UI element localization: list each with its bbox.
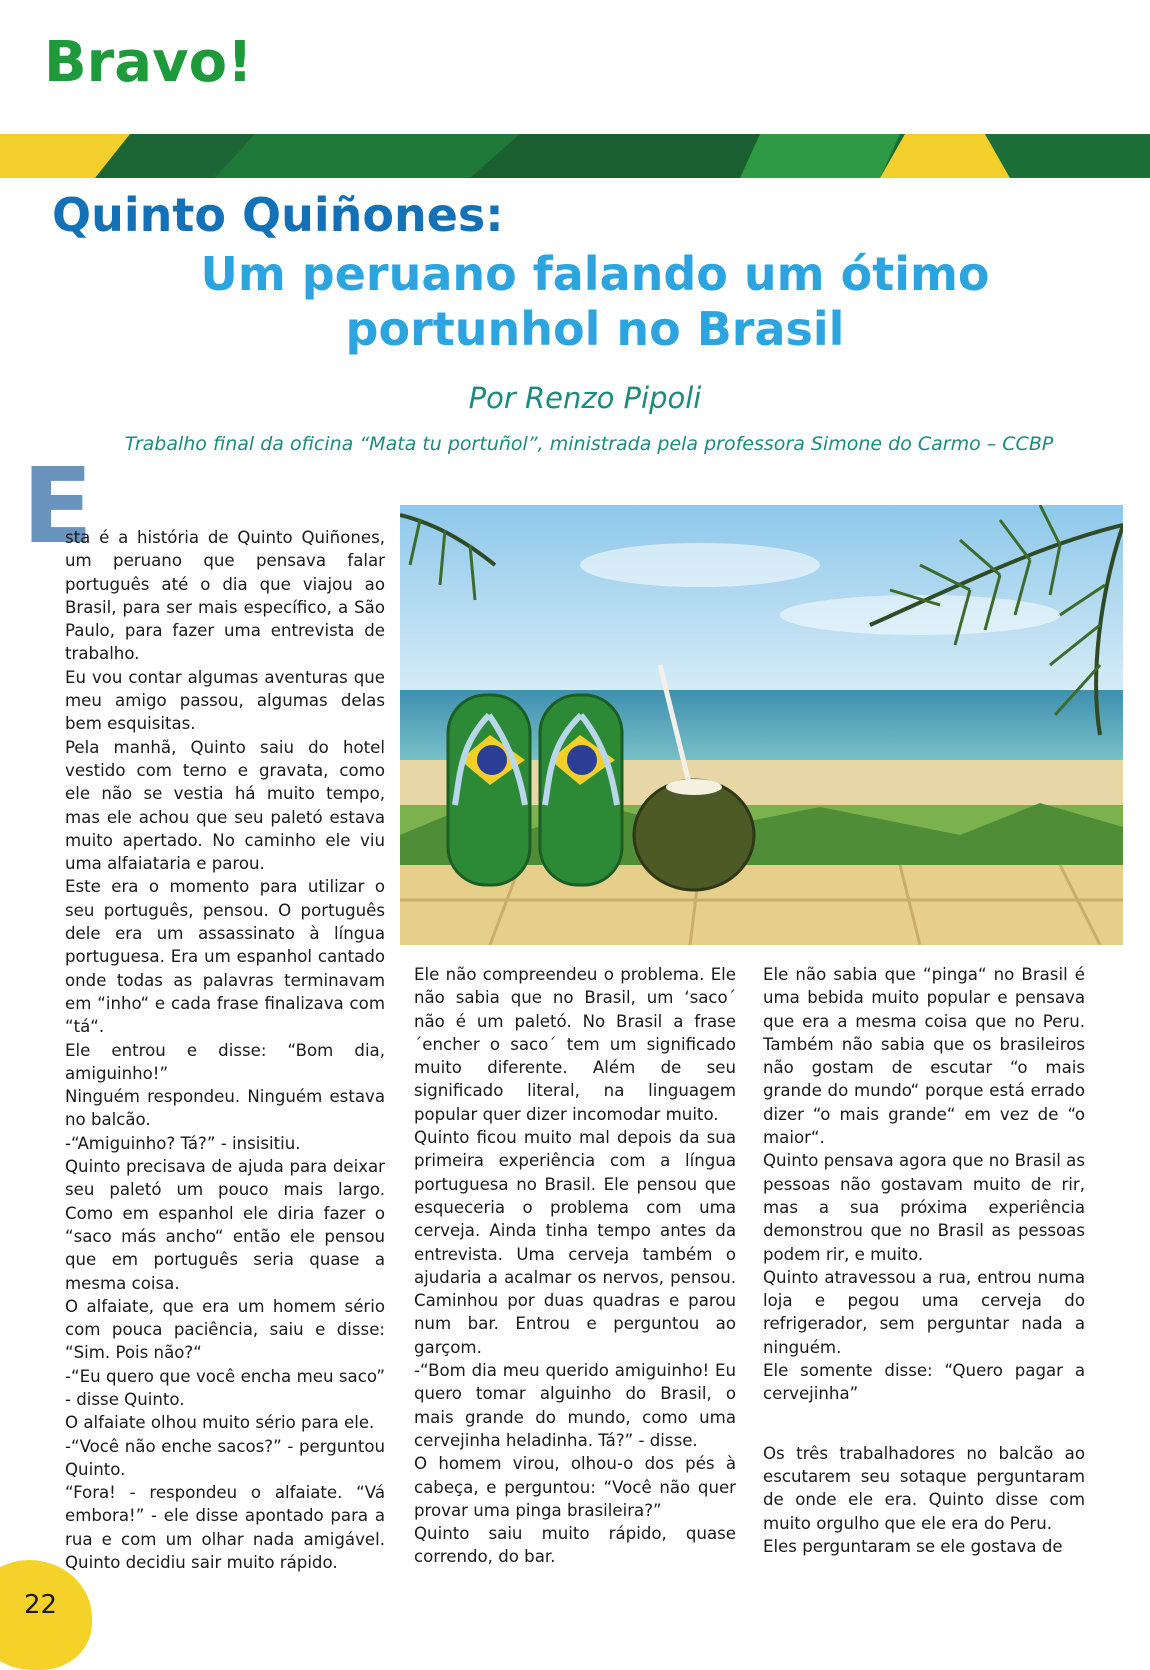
paragraph: Ele não sabia que “pinga“ no Brasil é uma bebida muito popular e pensava que era a mesma coisa que no Peru. Também não sabia que os brasileiros não gostam de escutar “o mais grande do mundo“ porque está errado dizer “o mais grande“ em vez de “o maior“. xyxy=(763,965,1085,1148)
paragraph: Ele não compreendeu o problema. Ele não sabia que no Brasil, um ‘saco´ não é um paletó. No Brasil a frase ´encher o saco´ tem um significado muito diferente. Além de seu significado literal, na linguagem popular quer dizer incomodar muito. xyxy=(414,965,736,1124)
paragraph: -“Bom dia meu querido amiguinho! Eu quero tomar alguinho do Brasil, o mais grande do mundo, como uma cervejinha heladinha. Tá?” - disse. xyxy=(414,1361,736,1450)
article-note: Trabalho final da oficina “Mata tu portuñol”, ministrada pela professora Simone do Carmo – CCBP xyxy=(124,433,1054,455)
byline: Por Renzo Pipoli xyxy=(468,381,702,415)
article-subtitle-line-1: Um peruano falando um ótimo xyxy=(200,247,990,301)
drop-cap: E xyxy=(22,445,94,567)
paragraph: “Fora! - respondeu o alfaiate. “Vá embora!” - ele disse apontado para a rua e com um olhar nada amigável. Quinto decidiu sair muito rápido. xyxy=(65,1483,385,1573)
paragraph: Quinto precisava de ajuda para deixar seu paletó um pouco mais largo. Como em espanhol ele diria fazer o “saco más ancho“ então ele pensou que em português seria quase a mesma coisa. xyxy=(65,1157,385,1293)
paragraph: O homem virou, olhou-o dos pés à cabeça, e perguntou: “Você não quer provar uma pinga brasileira?” xyxy=(414,1454,736,1520)
article-subtitle-line-2: portunhol no Brasil xyxy=(345,302,845,356)
paragraph: Eles perguntaram se ele gostava de xyxy=(763,1536,1063,1556)
text-column-2 xyxy=(414,963,736,1569)
flag-color-band xyxy=(0,134,1150,178)
text-column-3 xyxy=(763,963,1085,1558)
paragraph: -“Eu quero que você encha meu saco” - disse Quinto. xyxy=(65,1366,385,1409)
column-spacer xyxy=(763,1406,1085,1442)
paragraph: Este era o momento para utilizar o seu português, pensou. O português dele era um assassinato à língua portuguesa. Era um espanhol cantado onde todas as palavras terminavam em “inho“ e cada frase finalizava com “tá“. xyxy=(65,877,385,1037)
paragraph: -“Você não enche sacos?” - perguntou Quinto. xyxy=(65,1436,385,1479)
paragraph: Quinto ficou muito mal depois da sua primeira experiência com a língua portuguesa no Brasil. Ele pensou que esqueceria o problema com uma cerveja. Ainda tinha tempo antes da entrevista. Uma cerveja também o ajudaria a acalmar os nervos, pensou. Caminhou por duas quadras e parou num bar. Entrou e perguntou ao garçom. xyxy=(414,1128,736,1357)
paragraph: sta é a história de Quinto Quiñones, um peruano que pensava falar português até o dia que viajou ao Brasil, para ser mais específico, a São Paulo, para fazer uma entrevista de trabalho. xyxy=(65,528,385,664)
paragraph: O alfaiate, que era um homem sério com pouca paciência, saiu e disse: “Sim. Pois não?“ xyxy=(65,1296,385,1363)
magazine-logo: Bravo! xyxy=(44,30,253,95)
paragraph: O alfaiate olhou muito sério para ele. xyxy=(65,1413,375,1433)
paragraph: Pela manhã, Quinto saiu do hotel vestido com terno e gravata, como ele não se vestia há muito tempo, mas ele achou que seu paletó estava muito apertado. No caminho ele viu uma alfaiataria e parou. xyxy=(65,737,385,874)
paragraph: Quinto pensava agora que no Brasil as pessoas não gostavam muito de rir, mas a sua próxima experiência demonstrou que no Brasil as pessoas podem rir, e muito. xyxy=(763,1151,1085,1264)
beach-photo xyxy=(400,505,1123,945)
paragraph: Ele somente disse: “Quero pagar a cervejinha” xyxy=(763,1361,1085,1404)
paragraph: Quinto atravessou a rua, entrou numa loja e pegou uma cerveja do refrigerador, sem perguntar nada a ninguém. xyxy=(763,1267,1085,1357)
paragraph: Eu vou contar algumas aventuras que meu amigo passou, algumas delas bem esquisitas. xyxy=(65,667,385,734)
paragraph: Quinto saiu muito rápido, quase correndo, do bar. xyxy=(414,1524,736,1567)
text-column-1 xyxy=(65,526,385,1574)
paragraph: -“Amiguinho? Tá?” - insisitiu. xyxy=(65,1133,301,1153)
paragraph: Ninguém respondeu. Ninguém estava no balcão. xyxy=(65,1087,385,1130)
article-title: Quinto Quiñones: xyxy=(52,188,504,242)
paragraph: Ele entrou e disse: “Bom dia, amiguinho!” xyxy=(65,1040,385,1083)
page-number: 22 xyxy=(24,1590,58,1620)
paragraph: Os três trabalhadores no balcão ao escutarem seu sotaque perguntaram de onde ele era. Quinto disse com muito orgulho que ele era do Peru. xyxy=(763,1443,1085,1533)
